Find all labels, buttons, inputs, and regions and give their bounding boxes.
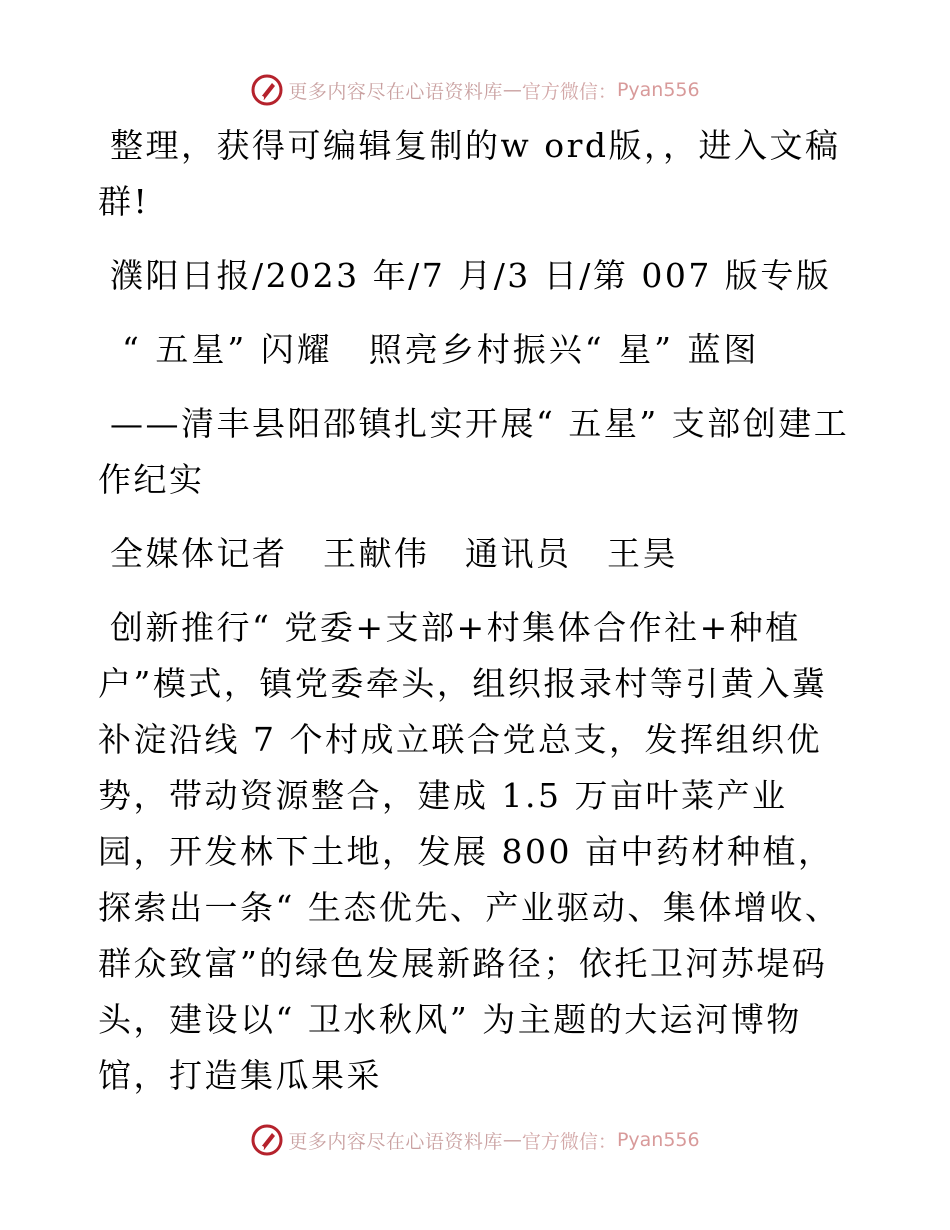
pen-nib-logo-icon [250, 1123, 284, 1157]
watermark-separator: — [502, 79, 522, 101]
byline: 全媒体记者 王献伟 通讯员 王昊 [110, 534, 678, 573]
watermark-header [0, 70, 950, 110]
watermark-brand-text: 更多内容尽在心语资料库 [288, 1130, 503, 1153]
watermark-footer [0, 1120, 950, 1160]
article-title: “ 五星” 闪耀 照亮乡村振兴“ 星” 蓝图 [122, 330, 760, 369]
article-subtitle: ——清丰县阳邵镇扎实开展“ 五星” 支部创建工作纪实 [98, 404, 850, 499]
document-body [98, 118, 858, 1122]
watermark-wechat-label: 官方微信： [521, 1130, 617, 1153]
watermark-wechat-id: Pyan556 [616, 79, 700, 101]
body-paragraph: 创新推行“ 党委+支部+村集体合作社+种植户”模式，镇党委牵头，组织报录村等引黄入冀补淀沿线 7 个村成立联合党总支，发挥组织优势，带动资源整合，建成 1.5 万亩叶菜产业园，开发林下土地，发展 800 亩中药材种植，探索出一条“ 生态优先、产业驱动、集体增收、群众致富”的绿色发展新路径；依托卫河苏堤码头，建设以“ 卫水秋风” 为主题的大运河博物馆，打造集瓜果采 [98, 608, 841, 1095]
intro-paragraph: 整理，获得可编辑复制的w ord版，，进入文稿群! [98, 126, 841, 221]
watermark-wechat-label: 官方微信： [521, 80, 617, 103]
pen-nib-logo-icon [250, 73, 284, 107]
watermark-brand-text: 更多内容尽在心语资料库 [288, 80, 503, 103]
watermark-separator: — [502, 1129, 522, 1151]
source-line: 濮阳日报/2023 年/7 月/3 日/第 007 版专版 [110, 256, 832, 295]
watermark-wechat-id: Pyan556 [616, 1129, 700, 1151]
